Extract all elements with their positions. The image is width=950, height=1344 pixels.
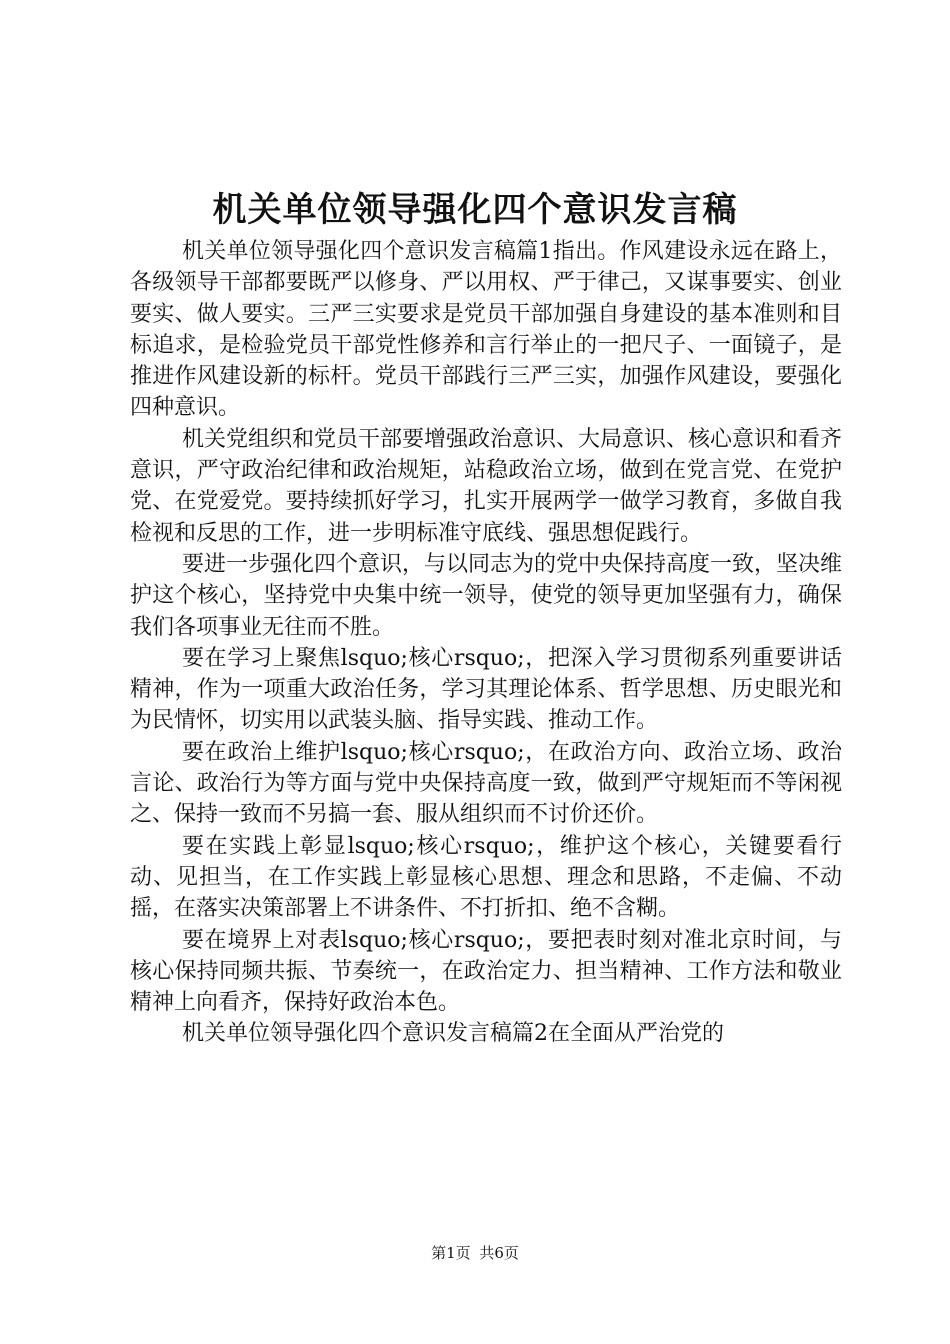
paragraph-2: 机关党组织和党员干部要增强政治意识、大局意识、核心意识和看齐意识，严守政治纪律和政治规矩，站稳政治立场，做到在党言党、在党护党、在党爱党。要持续抓好学习，扎实开展两学一做学习教育，多做自我检视和反思的工作，进一步明标准守底线、强思想促践行。 <box>130 426 843 546</box>
page-total: 共6页 <box>479 1244 519 1262</box>
document-body <box>130 236 842 1050</box>
document-title: 机关单位领导强化四个意识发言稿 <box>212 190 738 230</box>
paragraph-5: 要在政治上维护lsquo;核心rsquo;，在政治方向、政治立场、政治言论、政治行为等方面与党中央保持高度一致，做到严守规矩而不等闲视之、保持一致而不另搞一套、服从组织而不讨价还价。 <box>130 739 842 828</box>
paragraph-7: 要在境界上对表lsquo;核心rsquo;，要把表时刻对准北京时间，与核心保持同频共振、节奏统一，在政治定力、担当精神、工作方法和敬业精神上向看齐，保持好政治本色。 <box>130 927 842 1016</box>
paragraph-1: 机关单位领导强化四个意识发言稿篇1指出。作风建设永远在路上，各级领导干部都要既严以修身、严以用权、严于律己，又谋事要实、创业要实、做人要实。三严三实要求是党员干部加强自身建设的基本准则和目标追求，是检验党员干部党性修养和言行举止的一把尺子、一面镜子，是推进作风建设新的标杆。党员干部践行三严三实，加强作风建设，要强化四种意识。 <box>130 239 842 421</box>
paragraph-3: 要进一步强化四个意识，与以同志为的党中央保持高度一致，坚决维护这个核心，坚持党中央集中统一领导，使党的领导更加坚强有力，确保我们各项事业无往而不胜。 <box>130 551 843 640</box>
paragraph-6: 要在实践上彰显lsquo;核心rsquo;，维护这个核心，关键要看行动、见担当，在工作实践上彰显核心思想、理念和思路，不走偏、不动摇，在落实决策部署上不讲条件、不打折扣、绝不含糊。 <box>130 833 842 922</box>
paragraph-4: 要在学习上聚焦lsquo;核心rsquo;，把深入学习贯彻系列重要讲话精神，作为一项重大政治任务，学习其理论体系、哲学思想、历史眼光和为民情怀，切实用以武装头脑、指导实践、推动工作。 <box>130 645 842 734</box>
page-footer <box>0 1243 950 1263</box>
paragraph-8: 机关单位领导强化四个意识发言稿篇2在全面从严治党的 <box>182 1021 724 1047</box>
page-number: 第1页 <box>431 1244 471 1262</box>
